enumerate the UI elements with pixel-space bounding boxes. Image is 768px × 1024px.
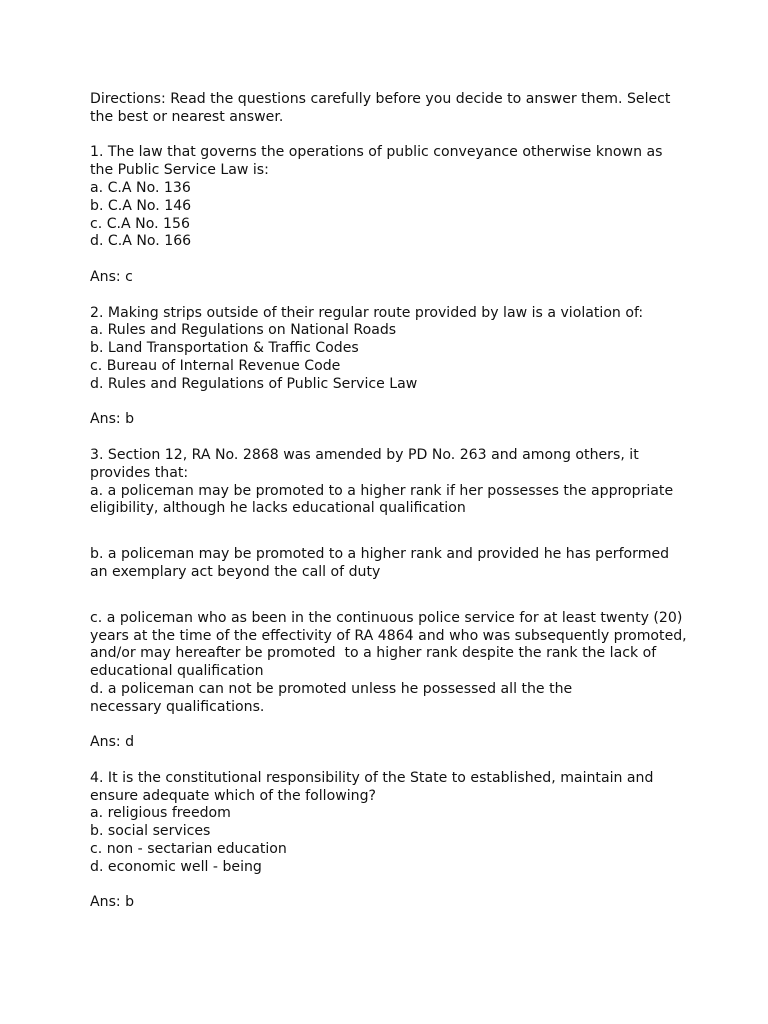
option-b: b. C.A No. 146 bbox=[90, 197, 192, 214]
option-c: c. Bureau of Internal Revenue Code bbox=[90, 357, 341, 374]
question-stem: provides that: bbox=[90, 464, 189, 481]
spacer bbox=[90, 251, 690, 269]
question-stem: 2. Making strips outside of their regular route provided by law is a violation of: bbox=[90, 304, 644, 321]
question-1 bbox=[90, 144, 690, 286]
option-c: and/or may hereafter be promoted to a higher rank despite the rank the lack of bbox=[90, 645, 657, 662]
spacer bbox=[90, 429, 690, 447]
option-a: a. Rules and Regulations on National Roads bbox=[90, 322, 397, 339]
spacer bbox=[90, 582, 690, 610]
spacer bbox=[90, 752, 690, 770]
answer: Ans: b bbox=[90, 894, 135, 911]
spacer bbox=[90, 518, 690, 546]
option-c: c. a policeman who as been in the continuous police service for at least twenty (20) bbox=[90, 609, 683, 626]
spacer bbox=[90, 394, 690, 412]
directions-line: Directions: Read the questions carefully before you decide to answer them. Select bbox=[90, 91, 671, 107]
option-a: a. religious freedom bbox=[90, 805, 231, 822]
option-c: c. non - sectarian education bbox=[90, 841, 287, 858]
option-b: b. a policeman may be promoted to a higher rank and provided he has performed bbox=[90, 546, 670, 563]
answer: Ans: c bbox=[90, 268, 133, 285]
spacer bbox=[90, 717, 690, 735]
option-a: eligibility, although he lacks educational qualification bbox=[90, 500, 466, 517]
option-b: b. social services bbox=[90, 823, 211, 840]
spacer bbox=[90, 877, 690, 895]
question-2 bbox=[90, 305, 690, 430]
option-d: d. Rules and Regulations of Public Service Law bbox=[90, 375, 418, 392]
question-stem: 4. It is the constitutional responsibility of the State to established, maintain and bbox=[90, 769, 654, 786]
option-c: c. C.A No. 156 bbox=[90, 215, 190, 232]
option-a: a. C.A No. 136 bbox=[90, 179, 191, 196]
option-d: d. C.A No. 166 bbox=[90, 233, 192, 250]
question-stem: 3. Section 12, RA No. 2868 was amended by PD No. 263 and among others, it bbox=[90, 446, 639, 463]
option-b: an exemplary act beyond the call of duty bbox=[90, 563, 381, 580]
document-page bbox=[90, 91, 690, 912]
option-b: b. Land Transportation & Traffic Codes bbox=[90, 340, 359, 357]
question-stem: ensure adequate which of the following? bbox=[90, 787, 377, 804]
question-3 bbox=[90, 447, 690, 752]
option-d: necessary qualifications. bbox=[90, 698, 265, 715]
directions bbox=[90, 91, 690, 127]
option-d: d. a policeman can not be promoted unless he possessed all the the bbox=[90, 680, 573, 697]
option-c: years at the time of the effectivity of RA 4864 and who was subsequently promoted, bbox=[90, 627, 687, 644]
question-4 bbox=[90, 770, 690, 912]
answer: Ans: b bbox=[90, 411, 135, 428]
directions-line: the best or nearest answer. bbox=[90, 108, 284, 125]
question-stem: 1. The law that governs the operations of public conveyance otherwise known as bbox=[90, 144, 663, 161]
answer: Ans: d bbox=[90, 734, 135, 751]
option-c: educational qualification bbox=[90, 663, 264, 680]
question-stem: the Public Service Law is: bbox=[90, 162, 269, 179]
spacer bbox=[90, 287, 690, 305]
option-d: d. economic well - being bbox=[90, 858, 262, 875]
spacer bbox=[90, 127, 690, 145]
option-a: a. a policeman may be promoted to a higher rank if her possesses the appropriate bbox=[90, 482, 674, 499]
